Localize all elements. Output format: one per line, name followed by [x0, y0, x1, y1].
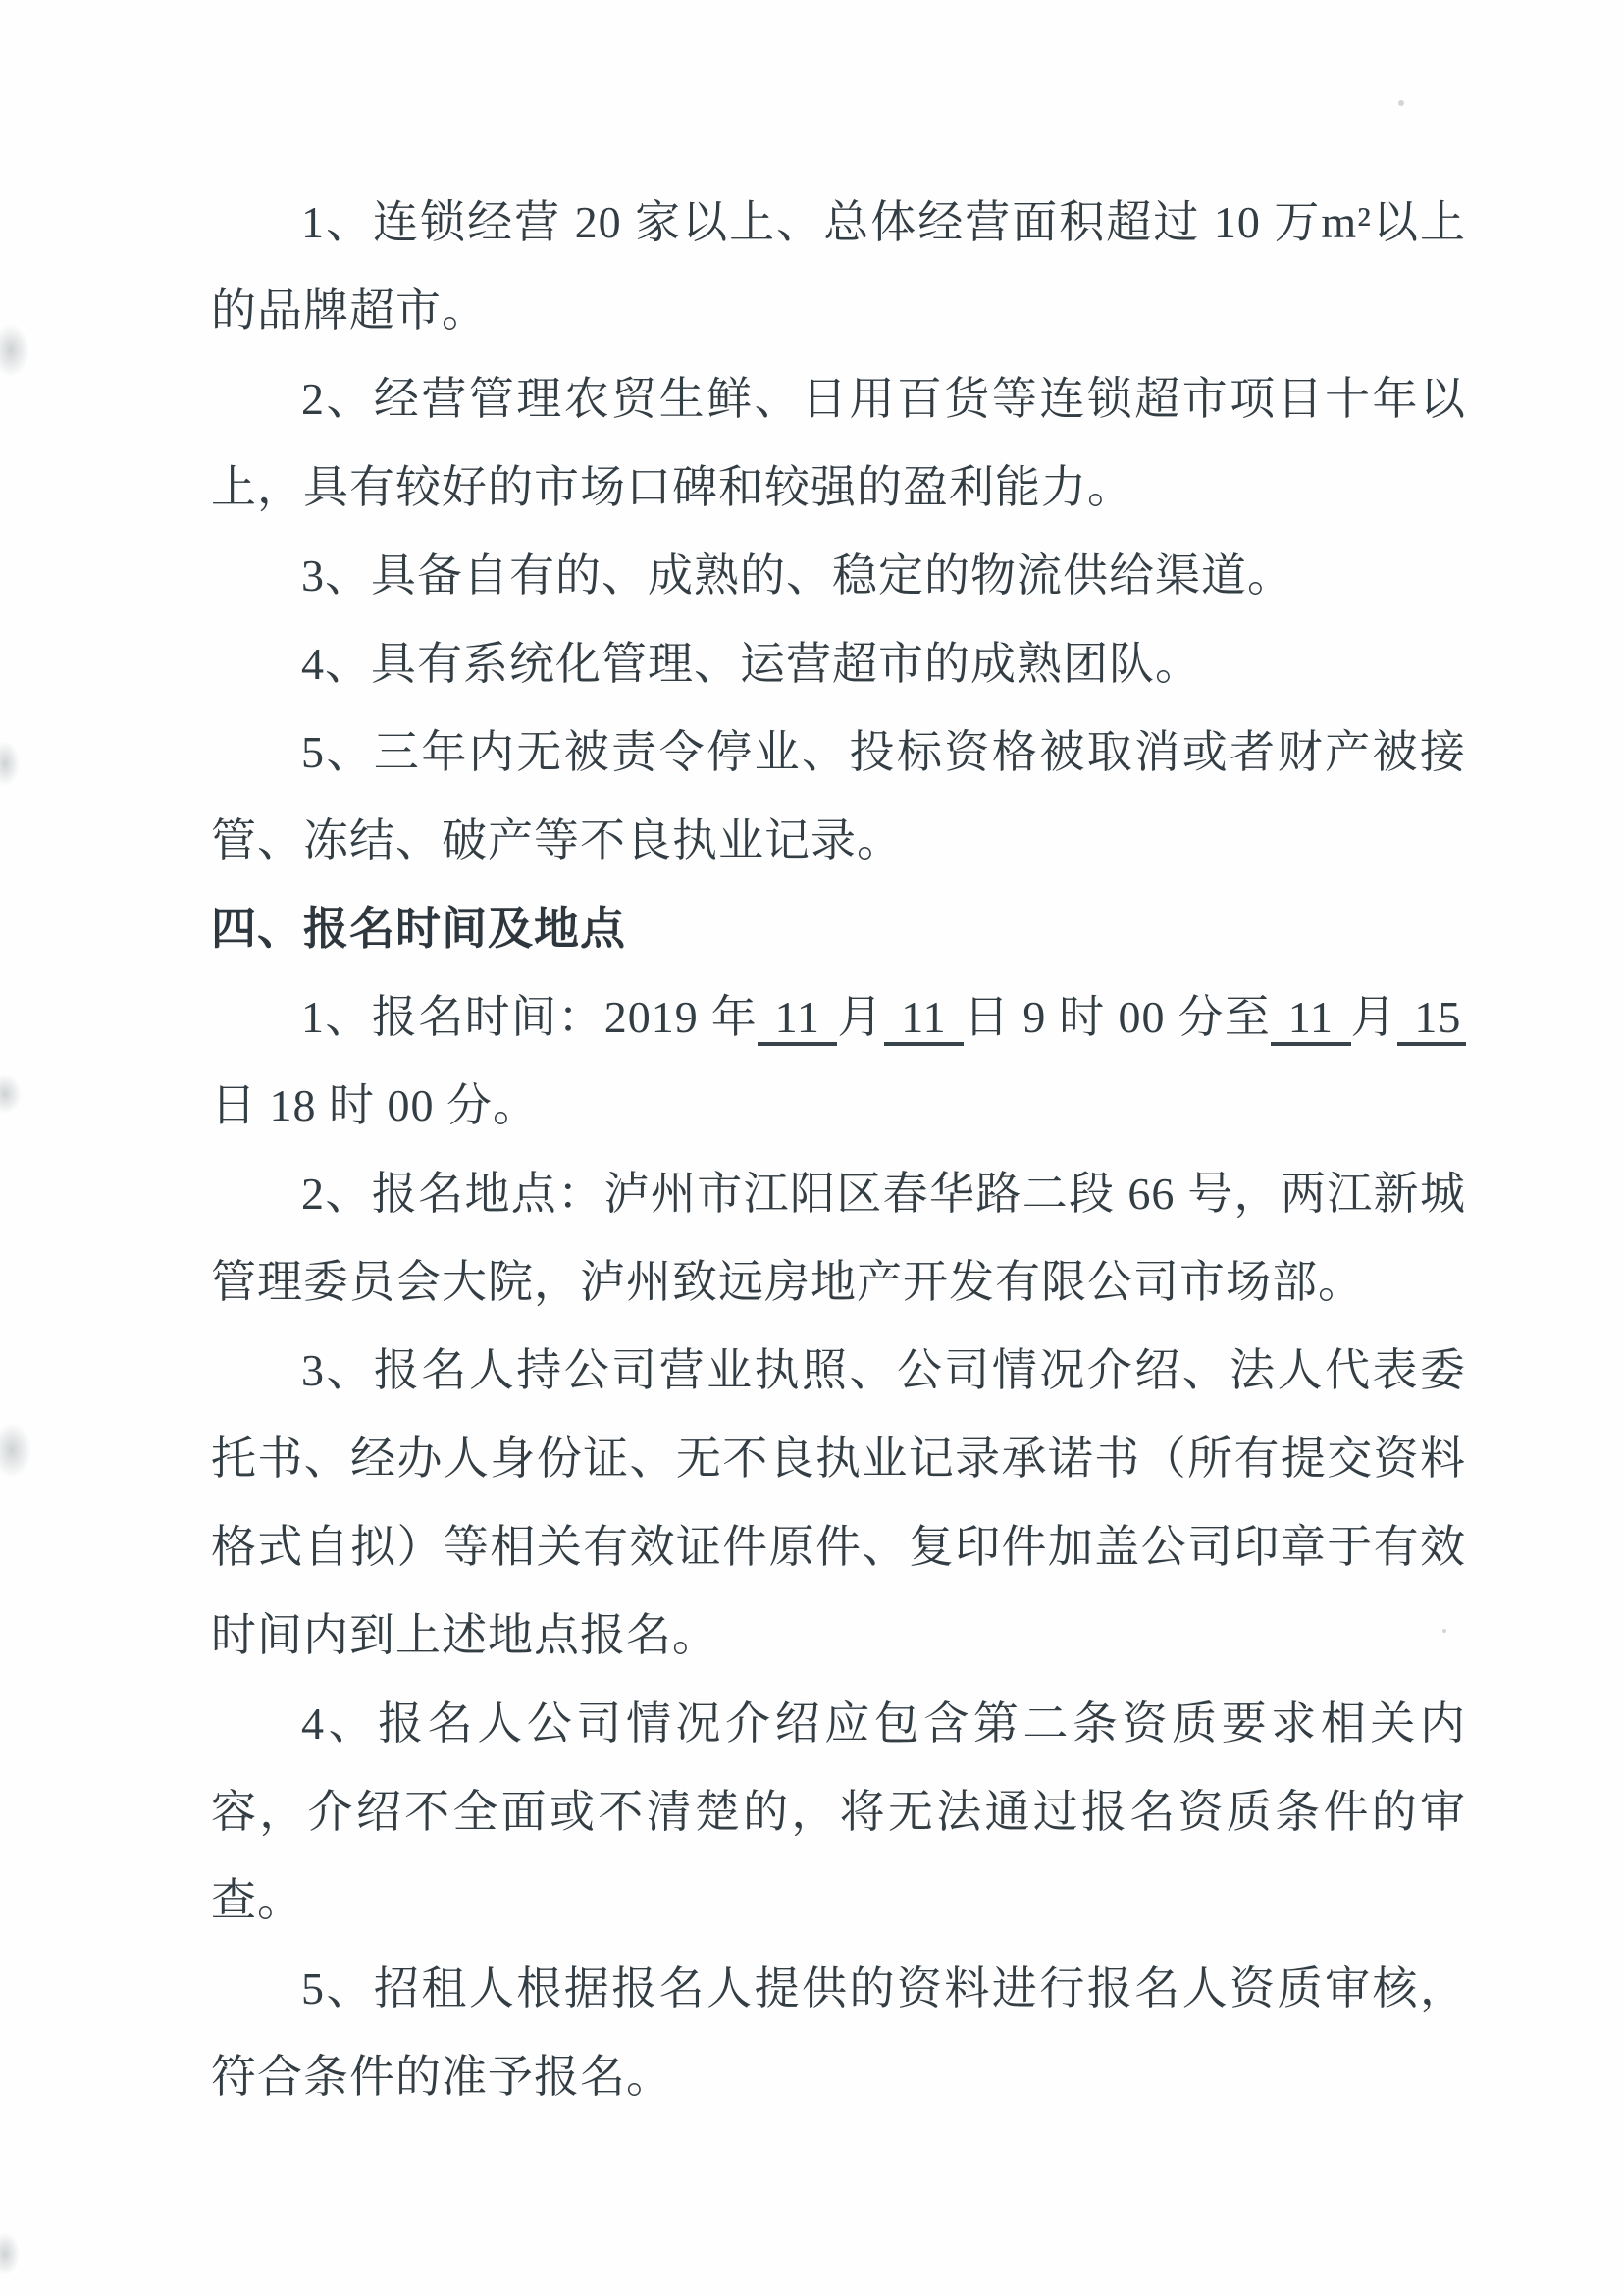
- scan-speck: [1398, 100, 1404, 106]
- text-segment: 月: [1350, 992, 1397, 1042]
- paragraph: 1、连锁经营 20 家以上、总体经营面积超过 10 万m²以上的品牌超市。: [211, 197, 1466, 336]
- paragraph: 4、报名人公司情况介绍应包含第二条资质要求相关内容，介绍不全面或不清楚的，将无法通过报名资质条件的审查。: [211, 1698, 1466, 1925]
- text-segment: 日 9 时 00 分至: [964, 992, 1272, 1042]
- underlined-value: 11: [1271, 992, 1350, 1046]
- section-heading: 四、报名时间及地点: [211, 904, 626, 954]
- underlined-value: 15: [1397, 992, 1466, 1046]
- paragraph: 4、具有系统化管理、运营超市的成熟团队。: [301, 639, 1201, 689]
- paragraph: 3、具备自有的、成熟的、稳定的物流供给渠道。: [301, 550, 1293, 600]
- paragraph: 2、报名地点：泸州市江阳区春华路二段 66 号，两江新城管理委员会大院，泸州致远房地产开发有限公司市场部。: [211, 1169, 1466, 1307]
- scan-artifact: [0, 1074, 22, 1114]
- paragraph: [211, 973, 1466, 1150]
- scan-artifact: [0, 741, 20, 786]
- text-segment: 月: [837, 992, 884, 1042]
- paragraph: 3、报名人持公司营业执照、公司情况介绍、法人代表委托书、经办人身份证、无不良执业记录承诺书（所有提交资料格式自拟）等相关有效证件原件、复印件加盖公司印章于有效时间内到上述地点报名。: [211, 1345, 1466, 1660]
- document-body: [211, 179, 1466, 2121]
- underlined-value: 11: [758, 992, 837, 1046]
- paragraph: 2、经营管理农贸生鲜、日用百货等连锁超市项目十年以上，具有较好的市场口碑和较强的盈利能力。: [211, 374, 1466, 512]
- scan-artifact: [0, 324, 29, 377]
- text-segment: 1、报名时间：2019 年: [301, 992, 759, 1042]
- scan-artifact: [0, 2232, 20, 2275]
- underlined-value: 11: [884, 992, 964, 1046]
- scan-artifact: [0, 1423, 31, 1478]
- paragraph: 5、招租人根据报名人提供的资料进行报名人资质审核，符合条件的准予报名。: [211, 1963, 1466, 2102]
- text-segment: 日 18 时 00 分。: [211, 1080, 539, 1130]
- paragraph: 5、三年内无被责令停业、投标资格被取消或者财产被接管、冻结、破产等不良执业记录。: [211, 727, 1466, 865]
